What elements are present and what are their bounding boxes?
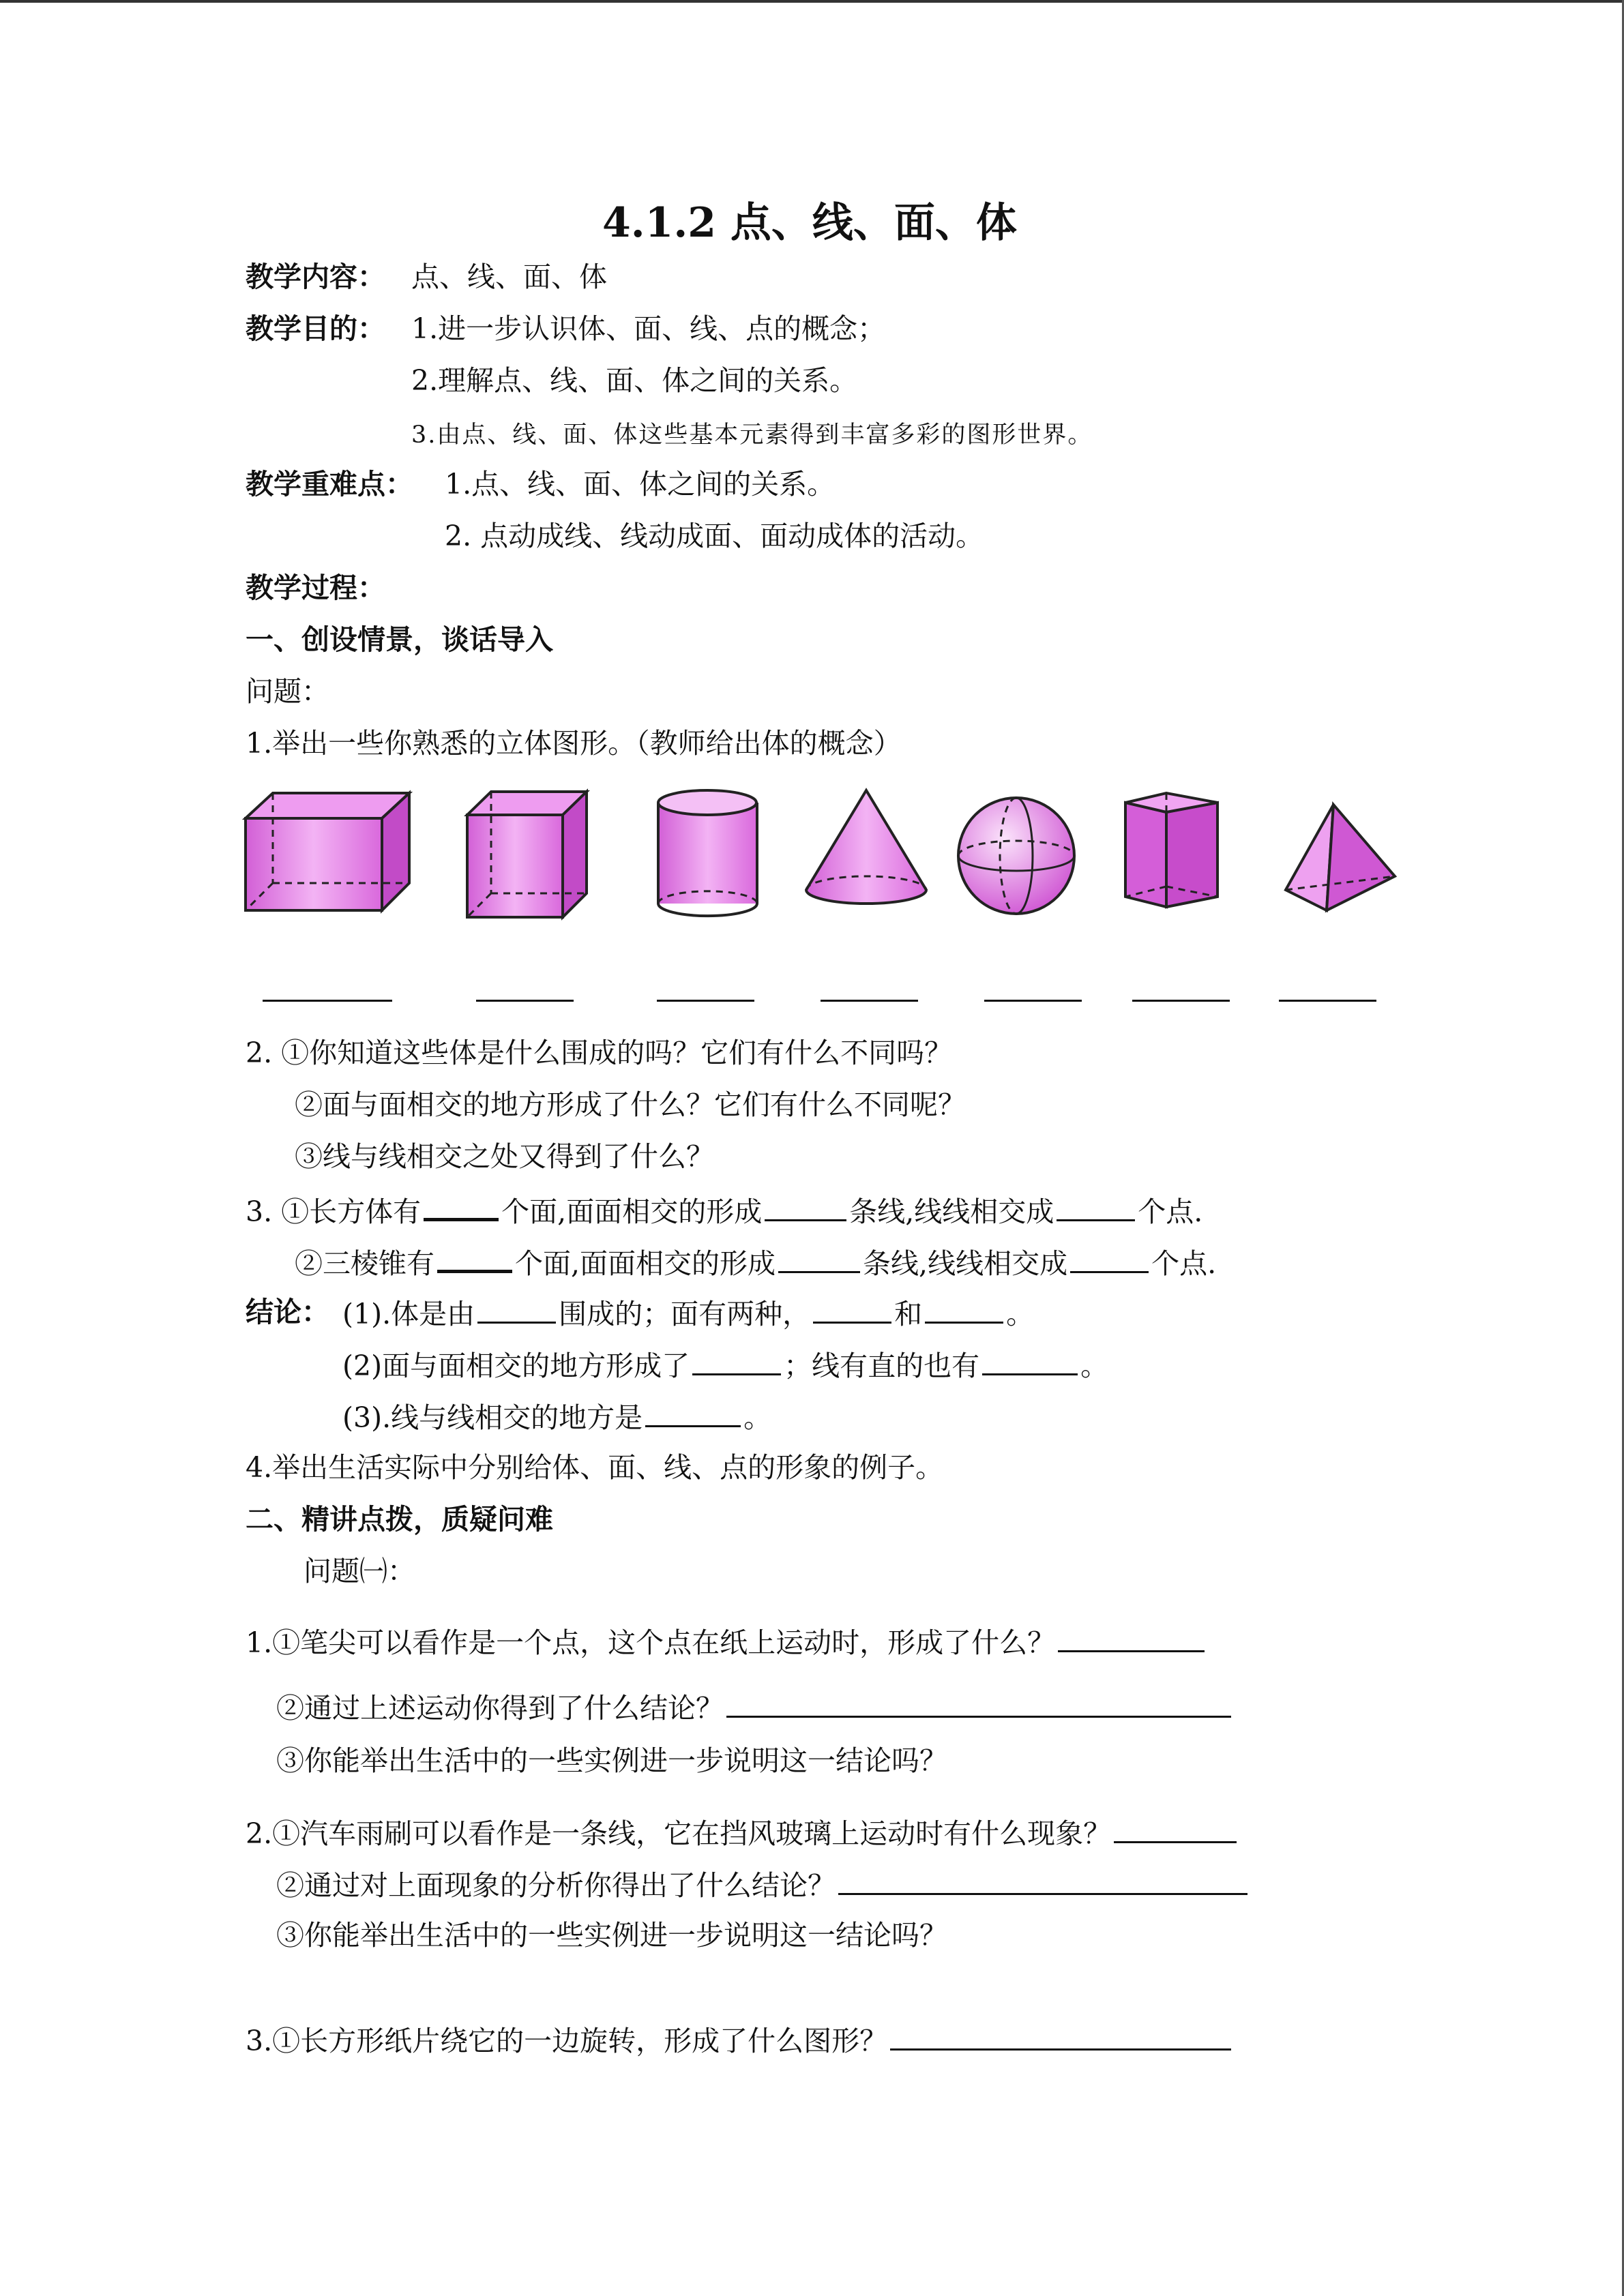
goal-item-1: 1.进一步认识体、面、线、点的概念； [411,312,886,345]
shape-answer-blank[interactable] [657,1000,754,1002]
problem-2c: ③你能举出生活中的一些实例进一步说明这一结论吗？ [276,1919,947,1952]
sphere-icon [958,798,1074,914]
answer-blank[interactable] [726,1688,1231,1718]
key-point-1: 1.点、线、面、体之间的关系。 [445,468,836,501]
content-label: 教学内容： [246,260,385,293]
answer-blank[interactable] [1057,1192,1135,1221]
question-3b: ②三棱锥有 个面,面面相交的形成 条线,线线相交成 个点. [295,1242,1216,1281]
answer-blank[interactable] [1058,1623,1205,1652]
question-1: 1.举出一些你熟悉的立体图形。（教师给出体的概念） [246,727,902,760]
shape-answer-blank[interactable] [476,1000,574,1002]
solid-shapes-row [242,788,1402,924]
conclusion-2: (2)面与面相交的地方形成了 ；线有直的也有 。 [342,1346,1108,1384]
answer-blank[interactable] [925,1294,1003,1324]
shape-answer-blank[interactable] [263,1000,392,1002]
cylinder-icon [658,790,757,916]
answer-blank[interactable] [890,2021,1231,2051]
conclusion-3: (3).线与线相交的地方是 。 [342,1398,771,1435]
shape-answer-blank[interactable] [984,1000,1082,1002]
cube-icon [467,792,587,917]
goal-item-2: 2.理解点、线、面、体之间的关系。 [411,364,858,397]
answer-blank[interactable] [778,1244,860,1273]
shape-answer-blank[interactable] [1132,1000,1230,1002]
answer-blank[interactable] [765,1192,846,1221]
section2-question-label: 问题㈠： [304,1555,415,1587]
prism-icon [1125,793,1217,907]
shape-answer-blank[interactable] [1279,1000,1376,1002]
goal-item-3: 3.由点、线、面、体这些基本元素得到丰富多彩的图形世界。 [411,421,1093,449]
cone-icon [806,790,926,904]
question-2c: ③线与线相交之处又得到了什么？ [295,1140,714,1173]
problem-3a: 3.①长方形纸片绕它的一边旋转，形成了什么图形？ [246,2021,1234,2059]
answer-blank[interactable] [1114,1814,1237,1843]
answer-blank[interactable] [1070,1244,1149,1273]
section1-question-label: 问题： [246,675,329,708]
answer-blank[interactable] [437,1242,512,1273]
section2-heading: 二、精讲点拨，质疑问难 [246,1503,553,1536]
page-top-border [0,0,1624,3]
question-3a: 3. ①长方体有 个面,面面相交的形成 条线,线线相交成 个点. [246,1191,1202,1229]
answer-blank[interactable] [838,1866,1247,1895]
key-points-label: 教学重难点： [246,468,413,501]
question-2b: ②面与面相交的地方形成了什么？它们有什么不同呢？ [295,1088,966,1121]
shape-answer-blank[interactable] [821,1000,918,1002]
answer-blank[interactable] [692,1346,781,1375]
cuboid-icon [246,793,409,910]
answer-blank[interactable] [477,1294,556,1324]
content-text: 点、线、面、体 [411,260,607,293]
conclusion-1: (1).体是由 围成的；面有两种， 和 。 [342,1294,1034,1332]
problem-1b: ②通过上述运动你得到了什么结论？ [276,1688,1234,1726]
answer-blank[interactable] [982,1346,1078,1375]
page-title: 4.1.2 点、线、面、体 [602,199,1017,247]
goals-label: 教学目的： [246,312,385,345]
problem-1a: 1.①笔尖可以看作是一个点，这个点在纸上运动时，形成了什么？ [246,1623,1207,1660]
process-label: 教学过程： [246,571,385,604]
answer-blank[interactable] [424,1191,499,1221]
question-4: 4.举出生活实际中分别给体、面、线、点的形象的例子。 [246,1451,944,1484]
problem-1c: ③你能举出生活中的一些实例进一步说明这一结论吗？ [276,1744,947,1777]
key-point-2: 2. 点动成线、线动成面、面动成体的活动。 [445,520,984,552]
question-2a: 2. ①你知道这些体是什么围成的吗？它们有什么不同吗？ [246,1037,953,1069]
conclusion-label: 结论： [246,1296,329,1328]
answer-blank[interactable] [813,1294,891,1324]
problem-2a: 2.①汽车雨刷可以看作是一条线，它在挡风玻璃上运动时有什么现象？ [246,1814,1239,1851]
problem-2b: ②通过对上面现象的分析你得出了什么结论？ [276,1866,1250,1903]
answer-blank[interactable] [645,1398,741,1427]
pyramid-icon [1286,805,1395,910]
section1-heading: 一、创设情景，谈话导入 [246,623,553,656]
